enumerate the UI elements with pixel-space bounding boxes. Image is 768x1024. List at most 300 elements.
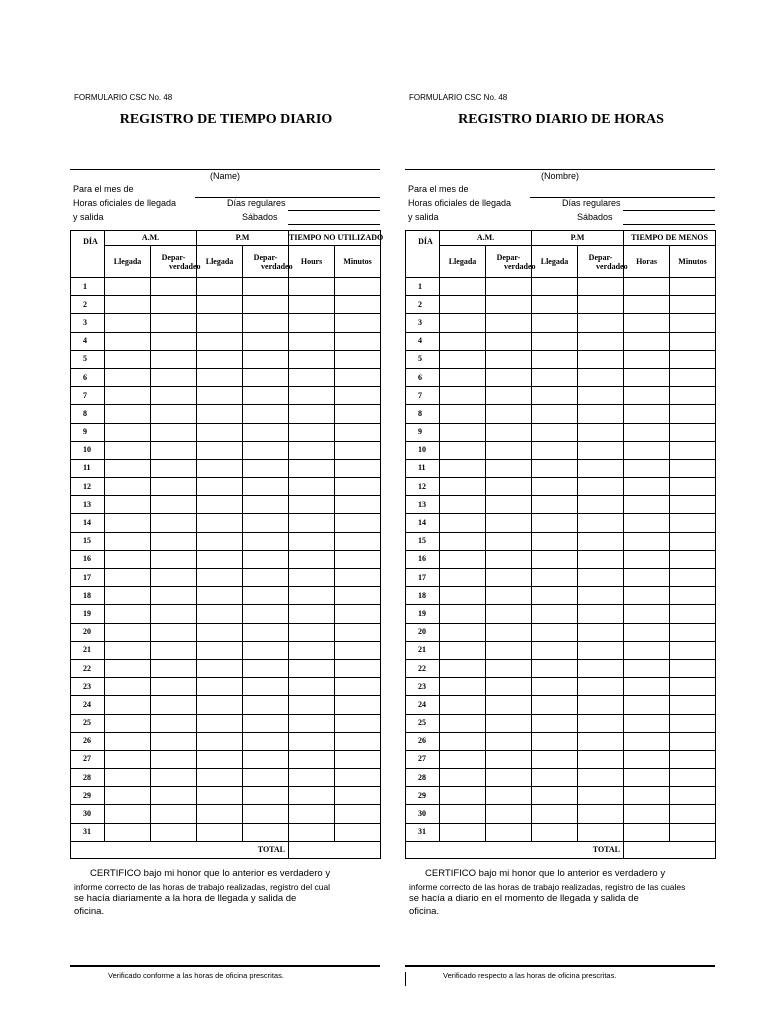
time-entry-cell[interactable] — [105, 587, 151, 605]
time-entry-cell[interactable] — [197, 623, 243, 641]
time-entry-cell[interactable] — [532, 478, 578, 496]
time-entry-cell[interactable] — [151, 714, 197, 732]
time-entry-cell[interactable] — [578, 550, 624, 568]
time-entry-cell[interactable] — [670, 459, 716, 477]
time-entry-cell[interactable] — [486, 787, 532, 805]
time-entry-cell[interactable] — [624, 514, 670, 532]
time-entry-cell[interactable] — [670, 732, 716, 750]
time-entry-cell[interactable] — [243, 514, 289, 532]
time-entry-cell[interactable] — [289, 496, 335, 514]
time-entry-cell[interactable] — [335, 278, 381, 296]
time-entry-cell[interactable] — [197, 478, 243, 496]
time-entry-cell[interactable] — [440, 569, 486, 587]
time-entry-cell[interactable] — [486, 296, 532, 314]
time-entry-cell[interactable] — [151, 659, 197, 677]
time-entry-cell[interactable] — [578, 641, 624, 659]
time-entry-cell[interactable] — [289, 750, 335, 768]
time-entry-cell[interactable] — [532, 587, 578, 605]
time-entry-cell[interactable] — [197, 441, 243, 459]
time-entry-cell[interactable] — [197, 405, 243, 423]
time-entry-cell[interactable] — [105, 605, 151, 623]
time-entry-cell[interactable] — [440, 423, 486, 441]
time-entry-cell[interactable] — [624, 387, 670, 405]
time-entry-cell[interactable] — [532, 441, 578, 459]
time-entry-cell[interactable] — [243, 441, 289, 459]
time-entry-cell[interactable] — [440, 732, 486, 750]
time-entry-cell[interactable] — [440, 496, 486, 514]
time-entry-cell[interactable] — [624, 296, 670, 314]
time-entry-cell[interactable] — [624, 587, 670, 605]
time-entry-cell[interactable] — [105, 623, 151, 641]
time-entry-cell[interactable] — [624, 823, 670, 841]
time-entry-cell[interactable] — [197, 296, 243, 314]
time-entry-cell[interactable] — [624, 787, 670, 805]
time-entry-cell[interactable] — [578, 569, 624, 587]
time-entry-cell[interactable] — [151, 532, 197, 550]
time-entry-cell[interactable] — [670, 569, 716, 587]
time-entry-cell[interactable] — [151, 496, 197, 514]
time-entry-cell[interactable] — [578, 750, 624, 768]
time-entry-cell[interactable] — [243, 532, 289, 550]
time-entry-cell[interactable] — [289, 441, 335, 459]
time-entry-cell[interactable] — [105, 678, 151, 696]
time-entry-cell[interactable] — [532, 314, 578, 332]
time-entry-cell[interactable] — [440, 641, 486, 659]
time-entry-cell[interactable] — [532, 296, 578, 314]
time-entry-cell[interactable] — [243, 350, 289, 368]
time-entry-cell[interactable] — [243, 696, 289, 714]
time-entry-cell[interactable] — [243, 405, 289, 423]
time-entry-cell[interactable] — [532, 459, 578, 477]
time-entry-cell[interactable] — [335, 787, 381, 805]
time-entry-cell[interactable] — [335, 805, 381, 823]
time-entry-cell[interactable] — [243, 314, 289, 332]
time-entry-cell[interactable] — [486, 496, 532, 514]
time-entry-cell[interactable] — [532, 278, 578, 296]
time-entry-cell[interactable] — [335, 387, 381, 405]
time-entry-cell[interactable] — [532, 368, 578, 386]
time-entry-cell[interactable] — [440, 787, 486, 805]
time-entry-cell[interactable] — [105, 659, 151, 677]
time-entry-cell[interactable] — [440, 805, 486, 823]
time-entry-cell[interactable] — [243, 459, 289, 477]
time-entry-cell[interactable] — [486, 732, 532, 750]
time-entry-cell[interactable] — [289, 678, 335, 696]
time-entry-cell[interactable] — [486, 278, 532, 296]
time-entry-cell[interactable] — [151, 350, 197, 368]
time-entry-cell[interactable] — [578, 514, 624, 532]
time-entry-cell[interactable] — [578, 296, 624, 314]
time-entry-cell[interactable] — [440, 368, 486, 386]
time-entry-cell[interactable] — [532, 605, 578, 623]
time-entry-cell[interactable] — [335, 314, 381, 332]
time-entry-cell[interactable] — [289, 296, 335, 314]
time-entry-cell[interactable] — [624, 368, 670, 386]
time-entry-cell[interactable] — [197, 532, 243, 550]
time-entry-cell[interactable] — [486, 514, 532, 532]
time-entry-cell[interactable] — [197, 641, 243, 659]
time-entry-cell[interactable] — [532, 769, 578, 787]
time-entry-cell[interactable] — [486, 332, 532, 350]
time-entry-cell[interactable] — [670, 278, 716, 296]
time-entry-cell[interactable] — [670, 332, 716, 350]
time-entry-cell[interactable] — [289, 550, 335, 568]
time-entry-cell[interactable] — [670, 641, 716, 659]
time-entry-cell[interactable] — [105, 496, 151, 514]
time-entry-cell[interactable] — [578, 714, 624, 732]
time-entry-cell[interactable] — [197, 332, 243, 350]
time-entry-cell[interactable] — [670, 787, 716, 805]
time-entry-cell[interactable] — [486, 459, 532, 477]
time-entry-cell[interactable] — [335, 423, 381, 441]
regular-days-field[interactable] — [288, 210, 380, 211]
time-entry-cell[interactable] — [578, 278, 624, 296]
time-entry-cell[interactable] — [486, 805, 532, 823]
time-entry-cell[interactable] — [151, 332, 197, 350]
time-entry-cell[interactable] — [105, 441, 151, 459]
time-entry-cell[interactable] — [243, 678, 289, 696]
time-entry-cell[interactable] — [624, 805, 670, 823]
time-entry-cell[interactable] — [197, 278, 243, 296]
time-entry-cell[interactable] — [624, 278, 670, 296]
time-entry-cell[interactable] — [289, 623, 335, 641]
time-entry-cell[interactable] — [670, 368, 716, 386]
time-entry-cell[interactable] — [670, 805, 716, 823]
time-entry-cell[interactable] — [532, 623, 578, 641]
time-entry-cell[interactable] — [105, 314, 151, 332]
time-entry-cell[interactable] — [532, 387, 578, 405]
time-entry-cell[interactable] — [151, 678, 197, 696]
time-entry-cell[interactable] — [486, 605, 532, 623]
time-entry-cell[interactable] — [532, 696, 578, 714]
time-entry-cell[interactable] — [243, 587, 289, 605]
time-entry-cell[interactable] — [197, 732, 243, 750]
time-entry-cell[interactable] — [624, 332, 670, 350]
time-entry-cell[interactable] — [289, 605, 335, 623]
time-entry-cell[interactable] — [151, 314, 197, 332]
regular-days-field[interactable] — [623, 210, 715, 211]
time-entry-cell[interactable] — [335, 750, 381, 768]
time-entry-cell[interactable] — [289, 641, 335, 659]
time-entry-cell[interactable] — [578, 623, 624, 641]
time-entry-cell[interactable] — [486, 569, 532, 587]
time-entry-cell[interactable] — [486, 641, 532, 659]
time-entry-cell[interactable] — [335, 769, 381, 787]
time-entry-cell[interactable] — [486, 441, 532, 459]
time-entry-cell[interactable] — [624, 732, 670, 750]
time-entry-cell[interactable] — [532, 805, 578, 823]
time-entry-cell[interactable] — [105, 732, 151, 750]
time-entry-cell[interactable] — [335, 368, 381, 386]
time-entry-cell[interactable] — [670, 296, 716, 314]
time-entry-cell[interactable] — [532, 787, 578, 805]
time-entry-cell[interactable] — [624, 441, 670, 459]
time-entry-cell[interactable] — [335, 623, 381, 641]
time-entry-cell[interactable] — [486, 532, 532, 550]
time-entry-cell[interactable] — [289, 368, 335, 386]
time-entry-cell[interactable] — [440, 678, 486, 696]
time-entry-cell[interactable] — [532, 714, 578, 732]
time-entry-cell[interactable] — [335, 350, 381, 368]
time-entry-cell[interactable] — [532, 532, 578, 550]
time-entry-cell[interactable] — [105, 423, 151, 441]
time-entry-cell[interactable] — [670, 587, 716, 605]
time-entry-cell[interactable] — [289, 332, 335, 350]
time-entry-cell[interactable] — [151, 569, 197, 587]
month-field[interactable] — [530, 197, 715, 198]
time-entry-cell[interactable] — [105, 405, 151, 423]
time-entry-cell[interactable] — [151, 423, 197, 441]
time-entry-cell[interactable] — [151, 805, 197, 823]
time-entry-cell[interactable] — [335, 459, 381, 477]
time-entry-cell[interactable] — [151, 605, 197, 623]
time-entry-cell[interactable] — [532, 514, 578, 532]
time-entry-cell[interactable] — [335, 332, 381, 350]
time-entry-cell[interactable] — [670, 514, 716, 532]
time-entry-cell[interactable] — [289, 805, 335, 823]
time-entry-cell[interactable] — [197, 769, 243, 787]
time-entry-cell[interactable] — [197, 805, 243, 823]
time-entry-cell[interactable] — [289, 659, 335, 677]
time-entry-cell[interactable] — [105, 750, 151, 768]
time-entry-cell[interactable] — [335, 678, 381, 696]
time-entry-cell[interactable] — [243, 550, 289, 568]
time-entry-cell[interactable] — [578, 678, 624, 696]
time-entry-cell[interactable] — [197, 659, 243, 677]
time-entry-cell[interactable] — [440, 532, 486, 550]
time-entry-cell[interactable] — [440, 696, 486, 714]
time-entry-cell[interactable] — [335, 478, 381, 496]
time-entry-cell[interactable] — [578, 587, 624, 605]
time-entry-cell[interactable] — [578, 405, 624, 423]
time-entry-cell[interactable] — [243, 714, 289, 732]
time-entry-cell[interactable] — [335, 514, 381, 532]
time-entry-cell[interactable] — [486, 714, 532, 732]
time-entry-cell[interactable] — [624, 623, 670, 641]
time-entry-cell[interactable] — [105, 350, 151, 368]
time-entry-cell[interactable] — [578, 441, 624, 459]
time-entry-cell[interactable] — [532, 732, 578, 750]
time-entry-cell[interactable] — [578, 496, 624, 514]
time-entry-cell[interactable] — [243, 787, 289, 805]
time-entry-cell[interactable] — [440, 350, 486, 368]
month-field[interactable] — [195, 197, 380, 198]
time-entry-cell[interactable] — [670, 605, 716, 623]
time-entry-cell[interactable] — [440, 387, 486, 405]
time-entry-cell[interactable] — [105, 296, 151, 314]
time-entry-cell[interactable] — [532, 750, 578, 768]
time-entry-cell[interactable] — [670, 659, 716, 677]
time-entry-cell[interactable] — [289, 714, 335, 732]
time-entry-cell[interactable] — [486, 478, 532, 496]
time-entry-cell[interactable] — [670, 532, 716, 550]
time-entry-cell[interactable] — [289, 314, 335, 332]
time-entry-cell[interactable] — [440, 514, 486, 532]
time-entry-cell[interactable] — [335, 659, 381, 677]
time-entry-cell[interactable] — [440, 441, 486, 459]
time-entry-cell[interactable] — [670, 550, 716, 568]
time-entry-cell[interactable] — [243, 296, 289, 314]
time-entry-cell[interactable] — [624, 769, 670, 787]
time-entry-cell[interactable] — [532, 332, 578, 350]
time-entry-cell[interactable] — [578, 532, 624, 550]
time-entry-cell[interactable] — [486, 696, 532, 714]
time-entry-cell[interactable] — [624, 659, 670, 677]
time-entry-cell[interactable] — [486, 750, 532, 768]
time-entry-cell[interactable] — [624, 314, 670, 332]
time-entry-cell[interactable] — [670, 478, 716, 496]
time-entry-cell[interactable] — [532, 550, 578, 568]
time-entry-cell[interactable] — [624, 750, 670, 768]
name-field[interactable] — [70, 169, 380, 170]
time-entry-cell[interactable] — [289, 769, 335, 787]
time-entry-cell[interactable] — [335, 587, 381, 605]
time-entry-cell[interactable] — [670, 823, 716, 841]
time-entry-cell[interactable] — [289, 532, 335, 550]
time-entry-cell[interactable] — [624, 714, 670, 732]
time-entry-cell[interactable] — [578, 823, 624, 841]
time-entry-cell[interactable] — [335, 441, 381, 459]
time-entry-cell[interactable] — [335, 732, 381, 750]
time-entry-cell[interactable] — [440, 296, 486, 314]
time-entry-cell[interactable] — [670, 696, 716, 714]
time-entry-cell[interactable] — [335, 714, 381, 732]
time-entry-cell[interactable] — [105, 514, 151, 532]
name-field[interactable] — [405, 169, 715, 170]
time-entry-cell[interactable] — [197, 569, 243, 587]
time-entry-cell[interactable] — [578, 696, 624, 714]
time-entry-cell[interactable] — [670, 350, 716, 368]
time-entry-cell[interactable] — [624, 405, 670, 423]
time-entry-cell[interactable] — [197, 368, 243, 386]
time-entry-cell[interactable] — [486, 387, 532, 405]
time-entry-cell[interactable] — [243, 368, 289, 386]
time-entry-cell[interactable] — [289, 459, 335, 477]
time-entry-cell[interactable] — [335, 532, 381, 550]
time-entry-cell[interactable] — [486, 423, 532, 441]
time-entry-cell[interactable] — [624, 550, 670, 568]
time-entry-cell[interactable] — [578, 659, 624, 677]
time-entry-cell[interactable] — [532, 569, 578, 587]
time-entry-cell[interactable] — [486, 659, 532, 677]
time-entry-cell[interactable] — [624, 423, 670, 441]
time-entry-cell[interactable] — [151, 587, 197, 605]
saturdays-field[interactable] — [623, 224, 715, 225]
time-entry-cell[interactable] — [289, 587, 335, 605]
time-entry-cell[interactable] — [151, 641, 197, 659]
time-entry-cell[interactable] — [243, 823, 289, 841]
time-entry-cell[interactable] — [197, 678, 243, 696]
time-entry-cell[interactable] — [440, 478, 486, 496]
time-entry-cell[interactable] — [578, 368, 624, 386]
time-entry-cell[interactable] — [197, 605, 243, 623]
time-entry-cell[interactable] — [151, 441, 197, 459]
time-entry-cell[interactable] — [532, 823, 578, 841]
time-entry-cell[interactable] — [243, 732, 289, 750]
time-entry-cell[interactable] — [289, 423, 335, 441]
time-entry-cell[interactable] — [243, 769, 289, 787]
time-entry-cell[interactable] — [289, 787, 335, 805]
saturdays-field[interactable] — [288, 224, 380, 225]
time-entry-cell[interactable] — [440, 623, 486, 641]
signature-line[interactable] — [70, 965, 380, 967]
time-entry-cell[interactable] — [151, 478, 197, 496]
time-entry-cell[interactable] — [243, 478, 289, 496]
time-entry-cell[interactable] — [151, 514, 197, 532]
time-entry-cell[interactable] — [151, 405, 197, 423]
time-entry-cell[interactable] — [289, 696, 335, 714]
time-entry-cell[interactable] — [151, 296, 197, 314]
time-entry-cell[interactable] — [624, 696, 670, 714]
time-entry-cell[interactable] — [532, 405, 578, 423]
time-entry-cell[interactable] — [105, 769, 151, 787]
time-entry-cell[interactable] — [105, 550, 151, 568]
time-entry-cell[interactable] — [578, 805, 624, 823]
signature-line[interactable] — [405, 965, 715, 967]
time-entry-cell[interactable] — [243, 805, 289, 823]
time-entry-cell[interactable] — [105, 714, 151, 732]
time-entry-cell[interactable] — [243, 569, 289, 587]
time-entry-cell[interactable] — [440, 659, 486, 677]
time-entry-cell[interactable] — [624, 641, 670, 659]
time-entry-cell[interactable] — [335, 496, 381, 514]
time-entry-cell[interactable] — [151, 823, 197, 841]
time-entry-cell[interactable] — [624, 678, 670, 696]
time-entry-cell[interactable] — [440, 750, 486, 768]
time-entry-cell[interactable] — [670, 769, 716, 787]
time-entry-cell[interactable] — [289, 278, 335, 296]
time-entry-cell[interactable] — [440, 769, 486, 787]
time-entry-cell[interactable] — [197, 314, 243, 332]
time-entry-cell[interactable] — [243, 750, 289, 768]
time-entry-cell[interactable] — [624, 569, 670, 587]
time-entry-cell[interactable] — [335, 296, 381, 314]
time-entry-cell[interactable] — [335, 823, 381, 841]
time-entry-cell[interactable] — [243, 332, 289, 350]
time-entry-cell[interactable] — [532, 423, 578, 441]
time-entry-cell[interactable] — [289, 823, 335, 841]
time-entry-cell[interactable] — [105, 787, 151, 805]
time-entry-cell[interactable] — [105, 478, 151, 496]
time-entry-cell[interactable] — [578, 332, 624, 350]
time-entry-cell[interactable] — [578, 423, 624, 441]
time-entry-cell[interactable] — [151, 459, 197, 477]
time-entry-cell[interactable] — [440, 714, 486, 732]
time-entry-cell[interactable] — [197, 714, 243, 732]
time-entry-cell[interactable] — [151, 787, 197, 805]
time-entry-cell[interactable] — [486, 587, 532, 605]
time-entry-cell[interactable] — [624, 605, 670, 623]
time-entry-cell[interactable] — [440, 405, 486, 423]
time-entry-cell[interactable] — [105, 368, 151, 386]
time-entry-cell[interactable] — [243, 387, 289, 405]
time-entry-cell[interactable] — [578, 769, 624, 787]
time-entry-cell[interactable] — [289, 350, 335, 368]
time-entry-cell[interactable] — [243, 278, 289, 296]
time-entry-cell[interactable] — [578, 605, 624, 623]
time-entry-cell[interactable] — [105, 532, 151, 550]
time-entry-cell[interactable] — [440, 314, 486, 332]
time-entry-cell[interactable] — [670, 496, 716, 514]
time-entry-cell[interactable] — [151, 623, 197, 641]
time-entry-cell[interactable] — [243, 423, 289, 441]
time-entry-cell[interactable] — [335, 550, 381, 568]
time-entry-cell[interactable] — [197, 514, 243, 532]
time-entry-cell[interactable] — [243, 659, 289, 677]
time-entry-cell[interactable] — [440, 332, 486, 350]
time-entry-cell[interactable] — [151, 696, 197, 714]
time-entry-cell[interactable] — [105, 459, 151, 477]
